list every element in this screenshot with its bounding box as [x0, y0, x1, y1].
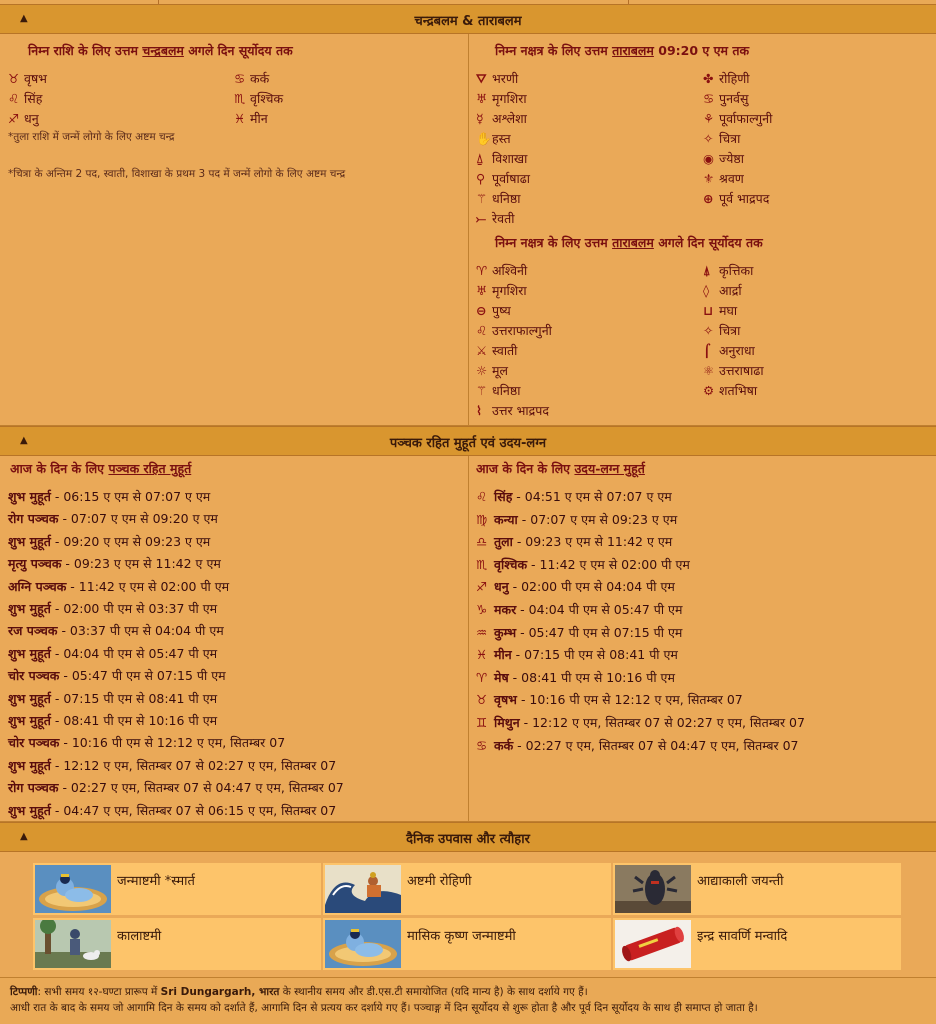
- symbol-icon: ♓: [234, 111, 246, 126]
- festival-title[interactable]: कालाष्टमी: [117, 929, 162, 944]
- symbol-icon: ✤: [703, 71, 714, 86]
- symbol-icon: ◊: [703, 283, 710, 298]
- muhurat-time: - 07:07 ए एम से 09:20 ए एम: [58, 511, 218, 527]
- nakshatra-name: आर्द्रा: [719, 283, 742, 298]
- nakshatra-item[interactable]: [476, 262, 527, 279]
- footnote-line-2: आधी रात के बाद के समय जो आगामि दिन के समय को दर्शाते हैं, आगामि दिन से प्रत्यय कर दर्शाये गए हैं। पञ्चाङ्ग में दिन सूर्योदय से शुरू होता है और पूर्व दिन सूर्योदय के साथ ही समाप्त हो जाता है।: [10, 1002, 758, 1014]
- lagna-time: - 02:27 ए एम, सितम्बर 07 से 04:47 ए एम, सितम्बर 07: [513, 737, 799, 753]
- panchak-header[interactable]: [0, 426, 936, 456]
- nakshatra-name: धनिष्ठा: [492, 191, 521, 206]
- nakshatra-item[interactable]: [703, 70, 750, 87]
- nakshatra-item[interactable]: [476, 342, 517, 359]
- nakshatra-item[interactable]: [703, 342, 755, 359]
- column-divider: [468, 34, 469, 426]
- lagna-time: - 07:15 पी एम से 08:41 पी एम: [511, 647, 678, 663]
- zodiac-icon: ♋: [476, 737, 488, 753]
- rashi-name: वृश्चिक: [250, 91, 284, 106]
- scroll-image[interactable]: [615, 920, 691, 968]
- lagna-time: - 04:51 ए एम से 07:07 ए एम: [512, 489, 672, 504]
- nakshatra-item[interactable]: [703, 302, 737, 319]
- festival-card[interactable]: [33, 918, 321, 970]
- muhurat-label: शुभ मुहूर्त: [8, 601, 51, 616]
- symbol-icon: ⚚: [476, 383, 488, 398]
- symbol-icon: ⚛: [703, 363, 715, 378]
- section-title: दैनिक उपवास और त्यौहार: [406, 832, 530, 847]
- symbol-icon: ♉: [8, 71, 20, 86]
- symbol-icon: ⚚: [476, 191, 488, 206]
- symbol-icon: ⊖: [476, 303, 487, 318]
- heading-text: निम्न राशि के लिए उत्तम: [28, 43, 143, 58]
- symbol-icon: ♐: [8, 111, 20, 126]
- footnote-line-1: टिप्पणी: सभी समय १२-घण्टा प्रारूप में Sri Dungargarh, भारत के स्थानीय समय और डी.एस.टी समायोजित (यदि मान्य है) के साथ दर्शाये गए हैं।: [10, 986, 588, 998]
- muhurat-row: [8, 488, 210, 505]
- nakshatra-name: धनिष्ठा: [492, 383, 521, 398]
- muhurat-label: शुभ मुहूर्त: [8, 533, 51, 549]
- rashi-item[interactable]: [8, 110, 39, 127]
- nakshatra-item[interactable]: [703, 262, 753, 279]
- nakshatra-name: रेवती: [492, 211, 515, 226]
- symbol-icon: ⛛: [476, 71, 487, 86]
- lagna-row: [476, 624, 682, 641]
- nakshatra-name: रोहिणी: [719, 71, 750, 86]
- festival-title[interactable]: जन्माष्टमी *स्मार्त: [117, 874, 195, 889]
- heading-link[interactable]: उदय-लग्न मुहूर्त: [574, 461, 645, 476]
- nakshatra-item[interactable]: [703, 382, 757, 399]
- muhurat-row: [8, 578, 229, 595]
- lagna-label: धनु: [494, 579, 509, 595]
- muhurat-label: रज पञ्चक: [8, 623, 58, 639]
- lagna-row: [476, 714, 805, 731]
- zodiac-icon: ♎: [476, 534, 488, 550]
- symbol-icon: ⍙: [476, 151, 484, 166]
- symbol-icon: ♈: [476, 263, 488, 278]
- nakshatra-name: पुष्य: [492, 303, 511, 318]
- nakshatra-name: उत्तर भाद्रपद: [492, 403, 549, 418]
- lagna-time: - 04:04 पी एम से 05:47 पी एम: [516, 602, 683, 617]
- lagna-row: [476, 511, 677, 528]
- nakshatra-name: चित्रा: [719, 131, 741, 146]
- symbol-icon: ◉: [703, 151, 714, 166]
- symbol-icon: ✧: [703, 323, 714, 338]
- lagna-row: [476, 646, 678, 663]
- rashi-name: वृषभ: [24, 71, 47, 86]
- rashi-item[interactable]: [234, 70, 269, 87]
- symbol-icon: ⌠: [703, 343, 711, 358]
- symbol-icon: ⊔: [703, 303, 713, 318]
- symbol-icon: ✧: [703, 131, 714, 146]
- lagna-label: तुला: [494, 534, 513, 550]
- nakshatra-item[interactable]: [703, 170, 744, 187]
- heading-text: निम्न नक्षत्र के लिए उत्तम: [495, 235, 613, 250]
- symbol-icon: ♋: [234, 71, 246, 86]
- zodiac-icon: ♏: [476, 556, 488, 572]
- rashi-item[interactable]: [8, 90, 42, 107]
- muhurat-time: - 05:47 पी एम से 07:15 पी एम: [59, 668, 226, 684]
- symbol-icon: ⊕: [703, 191, 714, 206]
- nakshatra-item[interactable]: [703, 362, 764, 379]
- lagna-label: सिंह: [494, 489, 513, 504]
- collapse-toggle-icon[interactable]: ▲: [20, 831, 28, 842]
- symbol-icon: ⚔: [476, 343, 488, 358]
- symbol-icon: ⚘: [703, 111, 715, 126]
- tarabalam-heading: [495, 42, 749, 59]
- muhurat-label: मृत्यु पञ्चक: [8, 556, 62, 572]
- lagna-time: - 07:07 ए एम से 09:23 ए एम: [517, 511, 678, 527]
- nakshatra-name: मृगशिरा: [492, 283, 527, 298]
- muhurat-label: अग्नि पञ्चक: [8, 578, 67, 594]
- symbol-icon: ⚲: [476, 171, 486, 186]
- muhurat-time: - 07:15 पी एम से 08:41 पी एम: [50, 690, 218, 706]
- festival-card[interactable]: [613, 863, 901, 915]
- heading-link[interactable]: पञ्चक रहित मुहूर्त: [108, 461, 192, 476]
- lagna-time: - 11:42 ए एम से 02:00 पी एम: [527, 556, 690, 572]
- rashi-item[interactable]: [8, 70, 47, 87]
- zodiac-icon: ♊: [476, 715, 488, 730]
- muhurat-row: [8, 802, 336, 819]
- nakshatra-name: अश्लेशा: [492, 111, 527, 126]
- zodiac-icon: ♈: [476, 669, 488, 685]
- zodiac-icon: ♒: [476, 624, 488, 640]
- nakshatra-item[interactable]: [703, 150, 744, 167]
- muhurat-label: रोग पञ्चक: [8, 780, 59, 796]
- lagna-row: [476, 669, 675, 686]
- lagna-time: - 10:16 पी एम से 12:12 ए एम, सितम्बर 07: [516, 692, 743, 708]
- muhurat-label: शुभ मुहूर्त: [8, 489, 51, 504]
- zodiac-icon: ♑: [476, 602, 488, 617]
- festival-title[interactable]: आद्याकाली जयन्ती: [697, 874, 784, 889]
- festival-card[interactable]: [613, 918, 901, 970]
- ashtam-chandra-note: *तुला राशि में जन्में लोगो के लिए अष्टम चन्द्र: [8, 131, 175, 143]
- lagna-heading: [476, 460, 645, 477]
- symbol-icon: ⌇: [476, 403, 483, 418]
- nakshatra-name: पूर्वाफाल्गुनी: [719, 111, 773, 126]
- chandrabalam-header[interactable]: [0, 4, 936, 34]
- muhurat-label: चोर पञ्चक: [8, 668, 60, 684]
- nakshatra-item[interactable]: [476, 282, 527, 299]
- nakshatra-name: कृत्तिका: [719, 263, 754, 278]
- lagna-row: [476, 737, 799, 754]
- zodiac-icon: ♉: [476, 692, 488, 708]
- lagna-row: [476, 691, 743, 708]
- nakshatra-name: उत्तराषाढा: [719, 363, 764, 378]
- muhurat-time: - 12:12 ए एम, सितम्बर 07 से 02:27 ए एम, सितम्बर 07: [50, 757, 337, 773]
- nakshatra-item[interactable]: [703, 90, 748, 107]
- symbol-icon: ♋: [703, 91, 715, 106]
- nakshatra-item[interactable]: [703, 130, 740, 147]
- nakshatra-name: स्वाती: [492, 343, 518, 358]
- lagna-label: वृषभ: [494, 692, 517, 708]
- muhurat-label: शुभ मुहूर्त: [8, 802, 51, 818]
- lagna-label: वृश्चिक: [494, 556, 528, 572]
- section-title: चन्द्रबलम & ताराबलम: [414, 14, 522, 29]
- nakshatra-item[interactable]: [476, 110, 527, 127]
- muhurat-row: [8, 555, 221, 572]
- muhurat-time: - 03:37 पी एम से 04:04 पी एम: [57, 623, 224, 639]
- muhurat-row: [8, 690, 217, 707]
- heading-text: 09:20 ए एम तक: [653, 43, 750, 58]
- symbol-icon: ✋: [476, 131, 492, 146]
- nakshatra-item[interactable]: [476, 130, 511, 147]
- muhurat-label: शुभ मुहूर्त: [8, 645, 51, 661]
- nakshatra-item[interactable]: [476, 302, 511, 319]
- muhurat-row: [8, 734, 285, 751]
- nakshatra-name: हस्त: [492, 131, 511, 146]
- nakshatra-item[interactable]: [476, 362, 508, 379]
- symbol-icon: ⚙: [703, 383, 715, 398]
- nakshatra-name: ज्येष्ठा: [719, 151, 745, 166]
- muhurat-label: रोग पञ्चक: [8, 511, 59, 527]
- tarabalam-heading: [495, 234, 763, 251]
- bhairava-image[interactable]: [35, 920, 111, 968]
- heading-link[interactable]: ताराबलम: [612, 235, 654, 250]
- rashi-name: सिंह: [24, 91, 43, 106]
- zodiac-icon: ♌: [476, 489, 488, 504]
- nakshatra-name: भरणी: [492, 71, 519, 86]
- zodiac-icon: ♐: [476, 579, 488, 595]
- nakshatra-name: श्रवण: [719, 171, 744, 186]
- lagna-label: मकर: [494, 602, 517, 617]
- symbol-icon: ☿: [476, 111, 484, 126]
- symbol-icon: ♏: [234, 91, 246, 106]
- nakshatra-item[interactable]: [476, 150, 527, 167]
- festival-title[interactable]: इन्द्र सावर्णि मन्वादि: [697, 929, 788, 944]
- symbol-icon: ♅: [476, 91, 488, 106]
- nakshatra-name: अश्विनी: [492, 263, 528, 278]
- footnote-label: टिप्पणी: [10, 986, 38, 998]
- muhurat-label: शुभ मुहूर्त: [8, 757, 51, 773]
- rashi-name: कर्क: [250, 71, 270, 86]
- festivals-header[interactable]: [0, 822, 936, 852]
- muhurat-row: [8, 645, 217, 662]
- lagna-label: मिथुन: [494, 715, 520, 730]
- muhurat-time: - 02:00 पी एम से 03:37 पी एम: [50, 601, 218, 616]
- nakshatra-name: विशाखा: [492, 151, 528, 166]
- heading-text: अगले दिन सूर्योदय तक: [653, 235, 763, 250]
- nakshatra-name: शतभिषा: [719, 383, 758, 398]
- nakshatra-item[interactable]: [476, 70, 518, 87]
- lagna-row: [476, 601, 682, 618]
- kali-image[interactable]: [615, 865, 691, 913]
- location-name[interactable]: Sri Dungargarh, भारत: [160, 986, 280, 998]
- lagna-time: - 02:00 पी एम से 04:04 पी एम: [508, 579, 675, 595]
- nakshatra-name: मघा: [719, 303, 738, 318]
- muhurat-time: - 09:20 ए एम से 09:23 ए एम: [50, 533, 211, 549]
- symbol-icon: ⍋: [703, 263, 711, 278]
- nakshatra-name: अनुराधा: [719, 343, 755, 358]
- nakshatra-item[interactable]: [703, 282, 742, 299]
- symbol-icon: ♌: [8, 91, 20, 106]
- muhurat-row: [8, 667, 226, 684]
- zodiac-icon: ♓: [476, 647, 488, 663]
- nakshatra-name: पुनर्वसु: [719, 91, 749, 106]
- rashi-name: मीन: [250, 111, 268, 126]
- nakshatra-item[interactable]: [476, 170, 530, 187]
- festival-card[interactable]: [323, 863, 611, 915]
- nakshatra-item[interactable]: [476, 382, 520, 399]
- collapse-toggle-icon[interactable]: ▲: [20, 13, 28, 24]
- rashi-item[interactable]: [234, 110, 268, 127]
- lagna-label: कन्या: [494, 511, 518, 527]
- lagna-label: कुम्भ: [494, 624, 517, 640]
- muhurat-label: शुभ मुहूर्त: [8, 690, 51, 706]
- muhurat-time: - 10:16 पी एम से 12:12 ए एम, सितम्बर 07: [59, 735, 286, 751]
- heading-text: आज के दिन के लिए: [10, 461, 109, 476]
- nakshatra-name: उत्तराफाल्गुनी: [492, 323, 552, 338]
- muhurat-row: [8, 622, 224, 639]
- muhurat-row: [8, 533, 210, 550]
- collapse-toggle-icon[interactable]: ▲: [20, 435, 28, 446]
- nakshatra-name: चित्रा: [719, 323, 741, 338]
- nakshatra-item[interactable]: [476, 210, 514, 227]
- lagna-time: - 09:23 ए एम से 11:42 ए एम: [512, 534, 673, 550]
- lagna-time: - 12:12 ए एम, सितम्बर 07 से 02:27 ए एम, सितम्बर 07: [519, 715, 805, 730]
- heading-link[interactable]: ताराबलम: [612, 43, 654, 58]
- nakshatra-item[interactable]: [476, 90, 527, 107]
- muhurat-time: - 06:15 ए एम से 07:07 ए एम: [50, 489, 211, 504]
- nakshatra-name: पूर्व भाद्रपद: [719, 191, 770, 206]
- ashtam-chandra-note: *चित्रा के अन्तिम 2 पद, स्वाती, विशाखा के प्रथम 3 पद में जन्में लोगो के लिए अष्टम चन्द्र: [8, 168, 346, 180]
- muhurat-row: [8, 712, 217, 729]
- lagna-label: कर्क: [494, 737, 514, 753]
- lagna-time: - 05:47 पी एम से 07:15 पी एम: [516, 624, 683, 640]
- symbol-icon: ⚜: [703, 171, 715, 186]
- heading-text: आज के दिन के लिए: [476, 461, 575, 476]
- lagna-row: [476, 488, 672, 505]
- muhurat-row: [8, 757, 336, 774]
- nakshatra-item[interactable]: [703, 322, 740, 339]
- krishna-baby-image[interactable]: [325, 920, 401, 968]
- muhurat-time: - 08:41 पी एम से 10:16 पी एम: [50, 713, 218, 728]
- lagna-time: - 08:41 पी एम से 10:16 पी एम: [508, 669, 675, 685]
- muhurat-row: [8, 779, 344, 796]
- nakshatra-name: मूल: [492, 363, 508, 378]
- festival-card[interactable]: [33, 863, 321, 915]
- nakshatra-name: मृगशिरा: [492, 91, 527, 106]
- lagna-label: मेष: [494, 669, 509, 685]
- muhurat-row: [8, 600, 217, 617]
- nakshatra-item[interactable]: [703, 110, 772, 127]
- wave-deity-image[interactable]: [325, 865, 401, 913]
- symbol-icon: ♌: [476, 323, 488, 338]
- festival-title[interactable]: अष्टमी रोहिणी: [407, 874, 472, 889]
- muhurat-time: - 04:04 पी एम से 05:47 पी एम: [50, 645, 218, 661]
- muhurat-label: शुभ मुहूर्त: [8, 713, 51, 728]
- krishna-baby-image[interactable]: [35, 865, 111, 913]
- column-divider: [468, 456, 469, 822]
- muhurat-row: [8, 510, 218, 527]
- muhurat-time: - 04:47 ए एम, सितम्बर 07 से 06:15 ए एम, सितम्बर 07: [50, 802, 337, 818]
- heading-link[interactable]: चन्द्रबलम: [142, 43, 184, 58]
- festival-card[interactable]: [323, 918, 611, 970]
- zodiac-icon: ♍: [476, 511, 488, 527]
- muhurat-label: चोर पञ्चक: [8, 735, 60, 751]
- symbol-icon: ⤚: [476, 211, 487, 226]
- lagna-row: [476, 578, 675, 595]
- muhurat-time: - 09:23 ए एम से 11:42 ए एम: [61, 556, 221, 572]
- lagna-row: [476, 556, 690, 573]
- nakshatra-item[interactable]: [476, 322, 552, 339]
- festival-title[interactable]: मासिक कृष्ण जन्माष्टमी: [407, 929, 516, 944]
- symbol-icon: ♅: [476, 283, 488, 298]
- lagna-row: [476, 533, 672, 550]
- rashi-item[interactable]: [234, 90, 283, 107]
- nakshatra-item[interactable]: [476, 190, 520, 207]
- muhurat-time: - 02:27 ए एम, सितम्बर 07 से 04:47 ए एम, सितम्बर 07: [58, 780, 344, 796]
- panchak-heading: [10, 460, 191, 477]
- chandrabalam-heading: [28, 42, 293, 59]
- nakshatra-item[interactable]: [703, 190, 769, 207]
- section-title: पञ्चक रहित मुहूर्त एवं उदय-लग्न: [389, 436, 547, 451]
- lagna-label: मीन: [494, 647, 512, 663]
- heading-text: अगले दिन सूर्योदय तक: [183, 43, 293, 58]
- rashi-name: धनु: [24, 111, 39, 126]
- nakshatra-item[interactable]: [476, 402, 549, 419]
- muhurat-time: - 11:42 ए एम से 02:00 पी एम: [66, 578, 230, 594]
- heading-text: निम्न नक्षत्र के लिए उत्तम: [495, 43, 613, 58]
- nakshatra-name: पूर्वाषाढा: [492, 171, 531, 186]
- symbol-icon: ☼: [476, 363, 488, 378]
